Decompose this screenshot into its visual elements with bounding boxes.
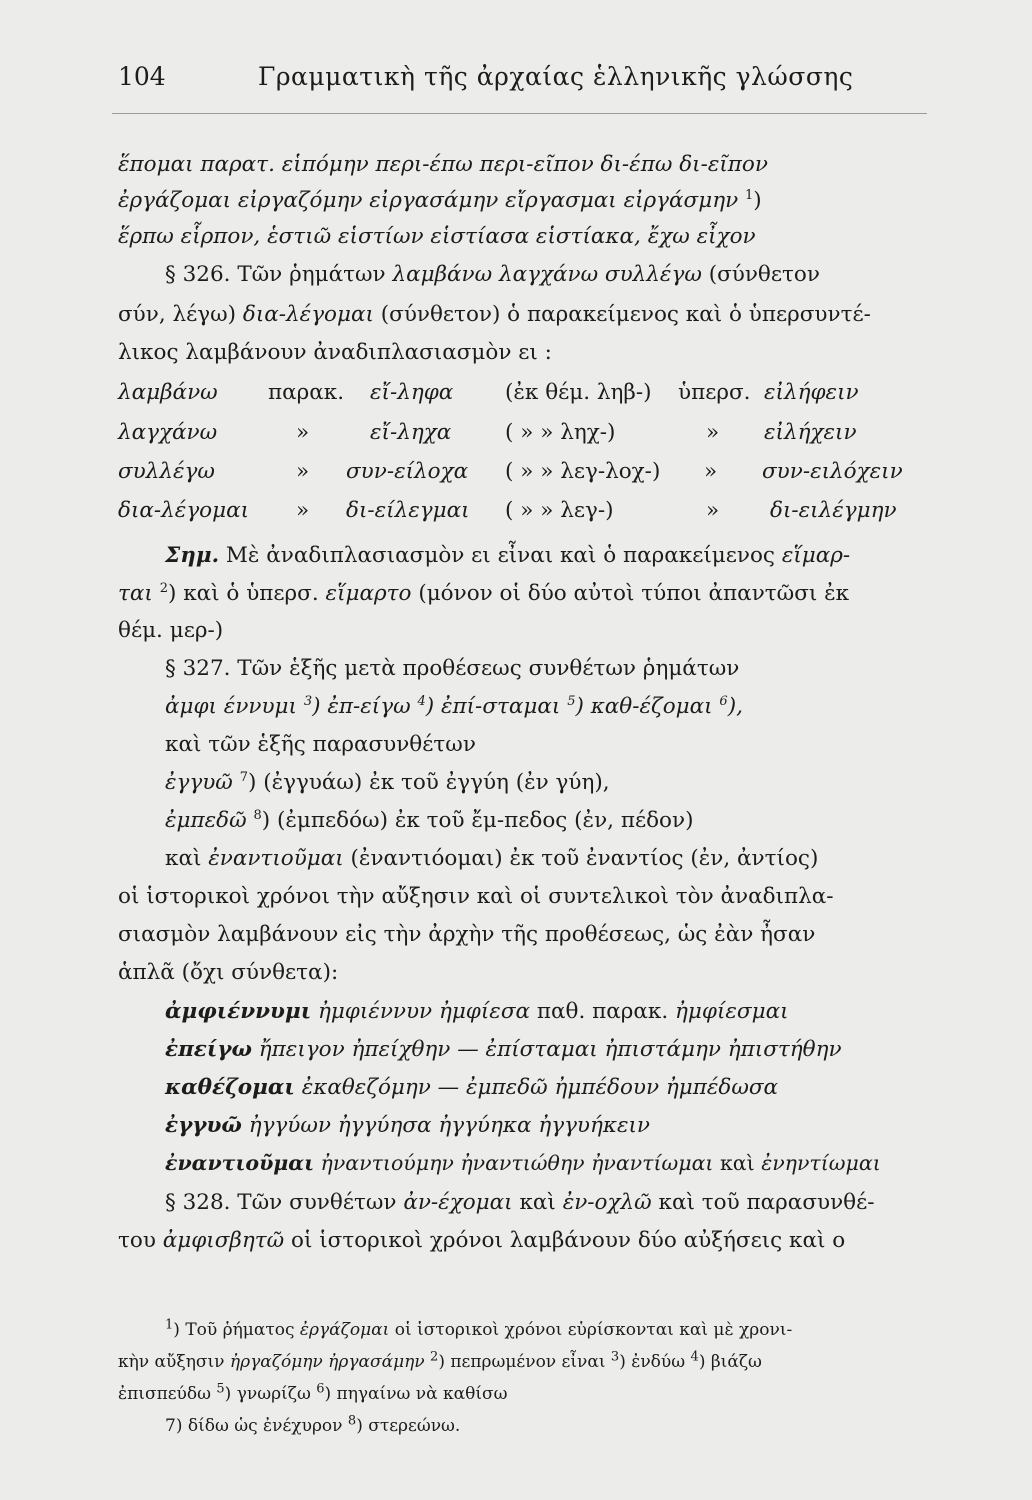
text-span: κὴν αὔξησιν <box>118 1352 225 1372</box>
text-span: ) <box>753 188 762 213</box>
table-cell: εἰλήφειν <box>764 380 859 405</box>
table-cell: δι-είλεγμαι <box>346 498 470 523</box>
text-line <box>118 188 762 213</box>
text-span: καὶ τοῦ παρασυνθέ- <box>658 1190 875 1215</box>
text-span: ἐμπεδῶ <box>165 808 247 833</box>
form-line <box>165 1113 650 1138</box>
text-span: καθέζομαι <box>165 1075 295 1100</box>
section-326-heading <box>165 262 820 287</box>
text-span: δια-λέγομαι <box>242 302 374 327</box>
text-span: ) ἐπί-σταμαι <box>425 694 561 719</box>
text-span: Τῶν ῥημάτων <box>237 262 386 287</box>
note-line <box>118 581 849 606</box>
text-span: ) ἐνδύω <box>619 1352 686 1372</box>
table-cell: εἴ-ληχα <box>370 420 452 445</box>
table-cell: δι-ειλέγμην <box>770 498 897 523</box>
table-cell: » <box>706 420 720 445</box>
text-span: ἐναντιοῦμαι <box>165 1151 314 1175</box>
text-span: ) γνωρίζω <box>224 1384 311 1404</box>
text-span: (σύνθετον) ὁ παρακείμενος καὶ ὁ ὑπερσυντέ- <box>380 302 871 327</box>
form-line <box>165 1151 881 1175</box>
text-span: 7) δίδω ὡς ἐνέχυρον <box>165 1416 343 1436</box>
table-cell: » <box>296 459 310 484</box>
table-cell: (ἐκ θέμ. ληβ-) <box>505 380 652 405</box>
text-span: εἵμαρτο <box>325 581 412 606</box>
footnote-ref: 2 <box>159 580 168 596</box>
text-span: ἐκαθεζόμην — ἐμπεδῶ ἠμπέδουν ἠμπέδωσα <box>301 1075 779 1100</box>
text-line: οἱ ἱστορικοὶ χρόνοι τὴν αὔξησιν καὶ οἱ συντελικοὶ τὸν ἀναδιπλα- <box>118 884 834 909</box>
table-cell: λαγχάνω <box>118 420 218 445</box>
text-span: λαμβάνω λαγχάνω συλλέγω <box>392 262 702 287</box>
table-cell: συν-είλοχα <box>346 459 469 484</box>
text-line <box>165 770 610 795</box>
form-line <box>165 1075 778 1100</box>
footnote-number: 2 <box>430 1349 439 1365</box>
text-span: ἐπείγω <box>165 1037 252 1062</box>
footnote-ref: 3 <box>303 693 313 709</box>
footnote-number: 8 <box>347 1413 357 1429</box>
page-number: 104 <box>118 62 166 91</box>
text-line <box>118 1228 845 1253</box>
text-span: ) στερεώνω. <box>356 1416 461 1436</box>
text-span: ἐνηντίωμαι <box>761 1151 881 1175</box>
text-span: ἐπισπεύδω <box>118 1384 211 1404</box>
footnote-number: 4 <box>690 1349 699 1365</box>
text-span: ἠγγύων ἠγγύησα ἠγγύηκα ἠγγυήκειν <box>248 1113 651 1138</box>
text-span: ἠμφιέννυν ἠμφίεσα <box>317 999 531 1024</box>
text-span: ἐγγυῶ <box>165 770 233 795</box>
table-cell: ὑπερσ. <box>678 380 751 405</box>
form-line <box>165 999 789 1024</box>
text-span: ἐναντιοῦμαι <box>208 846 344 871</box>
text-line: ἕπομαι παρατ. εἱπόμην περι-έπω περι-εῖπον δι-έπω δι-εῖπον <box>118 152 768 177</box>
text-span: (ἐναντιόομαι) ἐκ τοῦ ἐναντίος (ἐν, ἀντίος) <box>350 846 819 871</box>
text-span: ) Τοῦ ῥήματος <box>173 1320 295 1340</box>
text-span: ) (ἐμπεδόω) ἐκ τοῦ ἔμ-πεδος (ἐν, πέδον) <box>261 808 694 833</box>
text-line <box>165 694 743 719</box>
text-line: καὶ τῶν ἑξῆς παρασυνθέτων <box>165 732 476 757</box>
text-line: σιασμὸν λαμβάνουν εἰς τὴν ἀρχὴν τῆς προθέσεως, ὡς ἐὰν ἦσαν <box>118 922 816 947</box>
footnote-line <box>165 1413 461 1436</box>
text-line <box>165 846 818 871</box>
text-span: ἐργάζομαι <box>299 1320 390 1340</box>
table-cell: » <box>706 498 720 523</box>
text-span: (σύνθετον <box>708 262 820 287</box>
table-cell: εἰλήχειν <box>764 420 857 445</box>
text-span: (μόνον οἱ δύο αὐτοὶ τύποι ἀπαντῶσι ἐκ <box>418 581 850 606</box>
section-number: § 326. <box>165 262 231 287</box>
table-cell: δια-λέγομαι <box>118 498 250 523</box>
text-span: καὶ <box>719 1151 755 1175</box>
text-span: ) καθ-έζομαι <box>575 694 713 719</box>
table-cell: » <box>296 498 310 523</box>
footnote-ref: 4 <box>417 693 426 709</box>
table-cell: ( » » ληχ-) <box>505 420 616 445</box>
text-span: Μὲ ἀναδιπλασιασμὸν ει εἶναι καὶ ὁ παρακείμενος <box>225 543 775 568</box>
text-line: ἁπλᾶ (ὄχι σύνθετα): <box>118 960 339 985</box>
footnote-number: 1 <box>165 1317 174 1333</box>
footnote-number: 5 <box>216 1381 225 1397</box>
text-span: ἠναντιούμην ἠναντιώθην ἠναντίωμαι <box>320 1151 714 1175</box>
footnote-line <box>118 1349 762 1372</box>
text-span: ἀμφι έννυμι <box>165 694 297 719</box>
table-cell: συλλέγω <box>118 459 215 484</box>
table-cell: παρακ. <box>268 380 345 405</box>
text-span: ἐν-οχλῶ <box>562 1190 652 1215</box>
text-span: ) καὶ ὁ ὑπερσ. <box>167 581 319 606</box>
footnote-ref: 6 <box>719 693 728 709</box>
text-span: ), <box>727 694 743 719</box>
table-cell: λαμβάνω <box>118 380 218 405</box>
table-cell: συν-ειλόχειν <box>762 459 903 484</box>
running-title: Γραμματικὴ τῆς ἀρχαίας ἑλληνικῆς γλώσσης <box>258 62 854 91</box>
text-line <box>165 808 693 833</box>
text-span: καὶ <box>165 846 202 871</box>
form-line <box>165 1037 842 1062</box>
text-span: ἠργαζόμην ἠργασάμην <box>229 1352 425 1372</box>
footnote-ref: 1 <box>744 187 754 203</box>
footnote-number: 6 <box>316 1381 325 1397</box>
text-span: εἵμαρ- <box>781 543 851 568</box>
table-cell: ( » » λεγ-λοχ-) <box>505 459 661 484</box>
text-span: ἤπειγον ἠπείχθην — ἐπίσταμαι ἠπιστάμην ἠπιστήθην <box>258 1037 842 1062</box>
table-cell: ( » » λεγ-) <box>505 498 614 523</box>
text-line: λικος λαμβάνουν ἀναδιπλασιασμὸν ει : <box>118 340 552 365</box>
text-line: ἕρπω εἷρπον, ἑστιῶ εἱστίων εἱστίασα εἱστίακα, ἔχω εἶχον <box>118 224 756 249</box>
table-cell: » <box>704 459 718 484</box>
header-rule <box>112 113 927 114</box>
text-span: του <box>118 1228 156 1253</box>
text-span: ἐργάζομαι εἰργαζόμην εἰργασάμην εἴργασμαι εἰργάσμην <box>118 188 739 213</box>
section-328-heading <box>165 1190 874 1215</box>
note-label: Σημ. <box>165 543 220 568</box>
text-span: καὶ <box>519 1190 556 1215</box>
text-span: ) πηγαίνω νὰ καθίσω <box>324 1384 508 1404</box>
text-span: οἱ ἱστορικοὶ χρόνοι λαμβάνουν δύο αὐξήσεις καὶ ο <box>291 1228 846 1253</box>
footnote-line <box>165 1317 793 1340</box>
footnote-number: 3 <box>610 1349 620 1365</box>
note-line: θέμ. μερ-) <box>118 618 224 643</box>
text-span: § 328. Τῶν συνθέτων <box>165 1190 397 1215</box>
section-327-heading: § 327. Τῶν ἑξῆς μετὰ προθέσεως συνθέτων ῥημάτων <box>165 656 740 681</box>
text-span: ἀν-έχομαι <box>403 1190 513 1215</box>
footnote-ref: 7 <box>239 769 248 785</box>
footnote-line <box>118 1381 508 1404</box>
note-line <box>165 543 850 568</box>
text-span: ) ἐπ-είγω <box>312 694 411 719</box>
text-span: ) (ἐγγυάω) ἐκ τοῦ ἐγγύη (ἐν γύη), <box>247 770 610 795</box>
table-cell: εἴ-ληφα <box>370 380 454 405</box>
text-span: ) βιάζω <box>698 1352 762 1372</box>
text-line <box>118 302 871 327</box>
text-span: σύν, λέγω) <box>118 302 237 327</box>
footnote-ref: 8 <box>253 807 262 823</box>
text-span: παθ. παρακ. <box>536 999 669 1024</box>
text-span: ) πεπρωμένον εἶναι <box>438 1352 606 1372</box>
text-span: ἀμφιέννυμι <box>165 999 312 1024</box>
text-span: ἠμφίεσμαι <box>675 999 789 1024</box>
table-cell: » <box>296 420 310 445</box>
text-span: οἱ ἱστορικοὶ χρόνοι εὑρίσκονται καὶ μὲ χρονι- <box>394 1320 793 1340</box>
text-span: ται <box>118 581 153 606</box>
footnote-ref: 5 <box>567 693 576 709</box>
text-span: ἐγγυῶ <box>165 1113 242 1138</box>
text-span: ἀμφισβητῶ <box>162 1228 285 1253</box>
